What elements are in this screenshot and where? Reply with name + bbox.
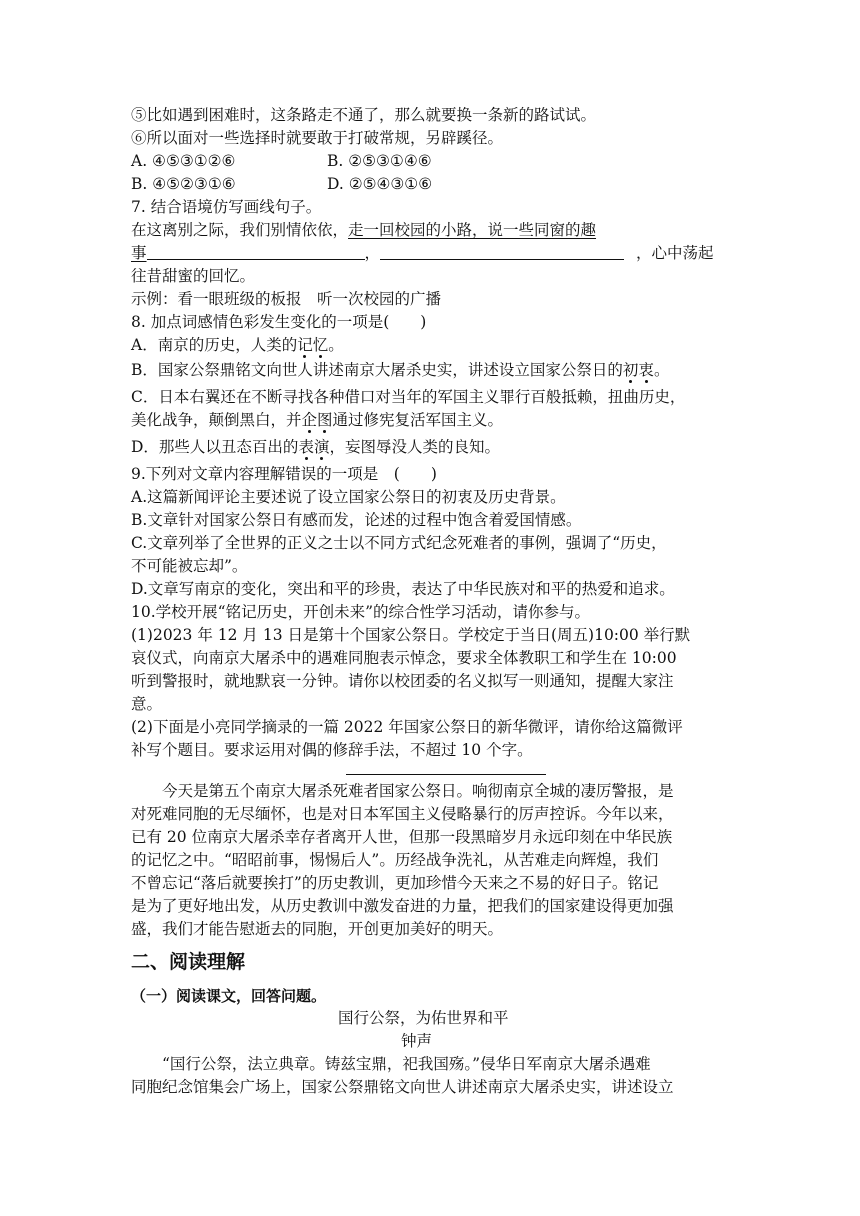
q7-answer-blank-1[interactable] xyxy=(147,243,365,260)
q8-b-text: B．国家公祭鼎铭文向世人讲述南京大屠杀史实，讲述设立国家公祭日的 xyxy=(131,361,623,379)
review-paragraph-line-5: 不曾忘记“落后就要挨打”的历史教训，更加珍惜今天来之不易的好日子。铭记 xyxy=(131,874,659,892)
q10-part2-line-2: 补写个题目。要求运用对偶的修辞手法，不超过 10 个字。 xyxy=(131,741,533,759)
q6-option-b: B. ②⑤③①④⑥ xyxy=(327,152,432,170)
option-line-6: ⑥所以面对一些选择时就要敢于打破常规，另辟蹊径。 xyxy=(131,129,504,147)
q8-option-d xyxy=(131,436,731,458)
q10-part2-line-1: (2)下面是小亮同学摘录的一篇 2022 年国家公祭日的新华微评，请你给这篇微评 xyxy=(131,718,683,736)
q8-title: 8. 加点词感情色彩发生变化的一项是( ) xyxy=(131,313,427,331)
q7-title: 7. 结合语境仿写画线句子。 xyxy=(131,198,322,216)
q7-example: 示例：看一眼班级的板报 听一次校园的广播 xyxy=(131,290,442,308)
review-paragraph-line-2: 对死难同胞的无尽缅怀，也是对日本军国主义侵略暴行的厉声控诉。今年以来， xyxy=(131,805,674,823)
review-paragraph-line-4: 的记忆之中。“昭昭前事，惕惕后人”。历经战争洗礼，从苦难走向辉煌，我们 xyxy=(131,851,659,869)
q7-line-1-text: 在这离别之际，我们别情依依， xyxy=(131,221,349,239)
q8-d-end: ，妄图辱没人类的良知。 xyxy=(329,438,500,456)
q7-separator: ， xyxy=(364,244,381,262)
q8-option-c-line-2 xyxy=(131,409,731,431)
q7-line-3: 往昔甜蜜的回忆。 xyxy=(131,267,256,285)
q9-option-a: A.这篇新闻评论主要述说了设立国家公祭日的初衷及历史背景。 xyxy=(131,488,566,506)
q9-option-d: D.文章写南京的变化，突出和平的珍贵，表达了中华民族对和平的热爱和追求。 xyxy=(131,580,675,598)
section-heading: 二、阅读理解 xyxy=(131,951,246,973)
q8-d-text: D．那些人以丑态百出的 xyxy=(131,438,299,456)
q7-underlined-end: 事 xyxy=(131,244,147,262)
article-author: 钟声 xyxy=(401,1032,433,1050)
q9-option-b: B.文章针对国家公祭日有感而发，论述的过程中饱含着爱国情感。 xyxy=(131,511,582,529)
review-paragraph-line-7: 盛，我们才能告慰逝去的同胞，开创更加美好的明天。 xyxy=(131,920,504,938)
q8-d-dotted-word: 表演 xyxy=(298,438,330,456)
q8-option-b xyxy=(131,359,731,381)
review-paragraph-line-1: 今天是第五个南京大屠杀死难者国家公祭日。响彻南京全城的凄厉警报，是 xyxy=(131,782,674,800)
subsection-heading: （一）阅读课文，回答问题。 xyxy=(131,987,327,1005)
q8-c-end: 通过修宪复活军国主义。 xyxy=(332,411,504,429)
q6-option-a: A. ④⑤③①②⑥ xyxy=(131,152,236,170)
q9-option-c-line-1: C.文章列举了全世界的正义之士以不同方式纪念死难者的事例，强调了“历史， xyxy=(131,534,667,552)
q9-title: 9.下列对文章内容理解错误的一项是 ( ) xyxy=(131,465,437,483)
title-answer-blank[interactable] xyxy=(346,774,546,775)
q7-line-2 xyxy=(131,242,731,264)
q10-title: 10.学校开展“铭记历史，开创未来”的综合性学习活动，请你参与。 xyxy=(131,603,591,621)
q8-b-end: 。 xyxy=(653,361,670,379)
q8-option-c-line-1: C．日本右翼还在不断寻找各种借口对当年的军国主义罪行百般抵赖，扭曲历史， xyxy=(131,388,686,406)
q8-c-dotted-word: 企图 xyxy=(301,411,333,429)
q10-part1-line-2: 哀仪式，向南京大屠杀中的遇难同胞表示悼念，要求全体教职工和学生在 10:00 xyxy=(131,649,677,667)
q7-line-2-end: ，心中荡起 xyxy=(636,244,714,262)
q9-option-c-line-2: 不可能被忘却”。 xyxy=(131,557,248,575)
q10-part1-line-4: 意。 xyxy=(131,695,163,713)
article-line-1: “国行公祭，法立典章。铸兹宝鼎，祀我国殇。”侵华日军南京大屠杀遇难 xyxy=(131,1055,651,1073)
article-line-2: 同胞纪念馆集会广场上，国家公祭鼎铭文向世人讲述南京大屠杀史实，讲述设立 xyxy=(131,1078,674,1096)
q10-part1-line-1: (1)2023 年 12 月 13 日是第十个国家公祭日。学校定于当日(周五)10:00 举行默 xyxy=(131,626,691,644)
option-line-5: ⑤比如遇到困难时，这条路走不通了，那么就要换一条新的路试试。 xyxy=(131,106,597,124)
q8-b-dotted-word: 初衷 xyxy=(622,361,654,379)
q8-a-end: 。 xyxy=(328,336,344,354)
q10-part1-line-3: 听到警报时，就地默哀一分钟。请你以校团委的名义拟写一则通知，提醒大家注 xyxy=(131,672,674,690)
review-paragraph-line-3: 已有 20 位南京大屠杀幸存者离开人世，但那一段黑暗岁月永远印刻在中华民族 xyxy=(131,828,673,846)
q8-a-dotted-word: 记忆 xyxy=(297,336,329,354)
q8-c-text: 美化战争，颠倒黑白，并 xyxy=(131,411,302,429)
article-title: 国行公祭，为佑世界和平 xyxy=(338,1009,509,1027)
q7-answer-blank-2[interactable] xyxy=(380,243,624,260)
q7-line-1 xyxy=(131,219,731,241)
q6-option-c: B. ④⑤②③①⑥ xyxy=(131,175,236,193)
q8-option-a xyxy=(131,334,731,356)
q8-a-text: A．南京的历史，人类的 xyxy=(131,336,298,354)
review-paragraph-line-6: 是为了更好地出发，从历史教训中激发奋进的力量，把我们的国家建设得更加强 xyxy=(131,897,674,915)
q6-option-d: D. ②⑤④③①⑥ xyxy=(327,175,433,193)
q7-underlined-sentence: 走一回校园的小路，说一些同窗的趣 xyxy=(348,221,597,239)
